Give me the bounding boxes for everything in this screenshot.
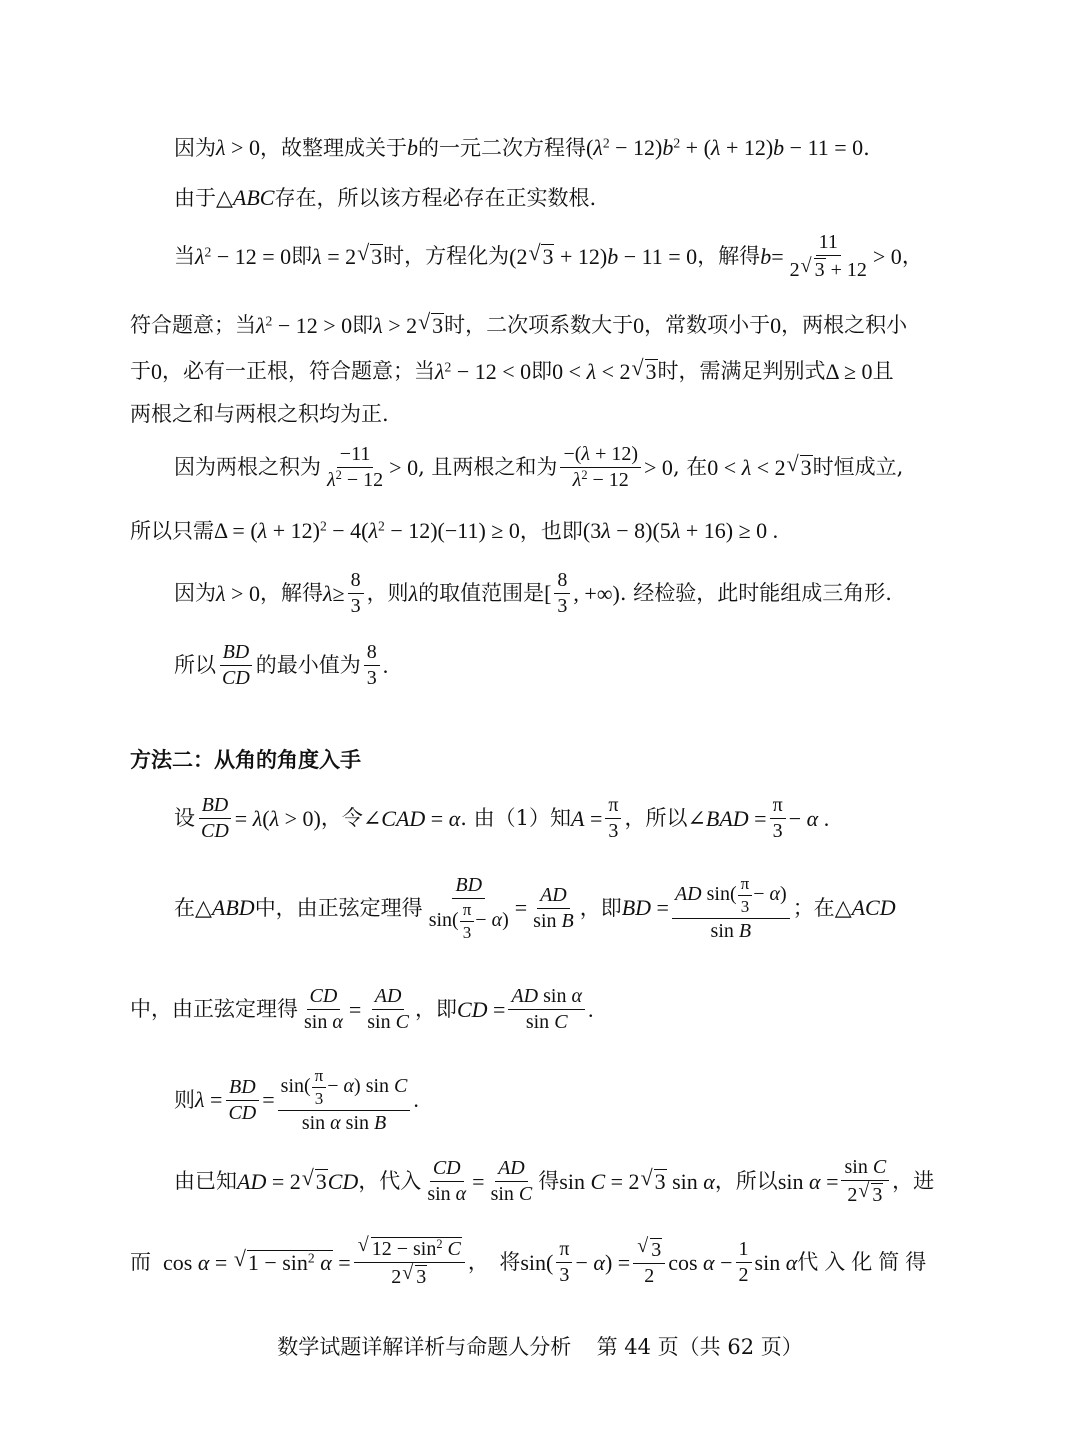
text: 时，需满足判别式 — [657, 359, 826, 384]
line-min-value: 所以 $\frac{BD}{CD}$ 的最小值为 $\frac{8}{3}$ . — [174, 641, 389, 689]
text: 即 — [291, 244, 313, 268]
text: 设 — [174, 806, 195, 830]
text: ，解得 — [259, 581, 323, 605]
text: 的取值范围是 — [418, 581, 545, 605]
text: 的最小值为 — [255, 653, 361, 677]
text: 得 — [538, 1169, 560, 1193]
line-quadratic-equation: 因为 λ > 0 ，故整理成关于 b 的一元二次方程得 $(\lambda^2 - 12)b^2 + (\lambda + 12)b - 11 = 0$ . — [174, 135, 870, 160]
text: 中，由正弦定理得 — [130, 997, 298, 1021]
text: 当 — [174, 244, 195, 268]
line-roots-product-sum: 因为两根之积为 $\frac{-11}{\lambda^2 - 12}$ > 0 , 且两根之和为 $\frac{-(\lambda + 12)}{\lambda^2 - 12}$ > 0 , 在 0 < λ < 2√ 3 时恒成立, — [0, 444, 1080, 491]
line-case-negative: 于 0 ，必有一正根，符合题意；当 $\lambda^2 - 12 < 0$ 即 0 < λ < 2√ 3 时，需满足判别式 Δ ≥ 0 且 — [0, 359, 1080, 384]
line-discriminant: 所以只需 $\Delta = (\lambda + 12)^2 - 4(\lambda^2 - 12)(-11) \ge 0$ ，也即 (3λ − 8)(5λ + 16) ≥ 0 . — [130, 518, 779, 543]
text: ，代入 — [358, 1169, 422, 1193]
line-lambda-expression: 则 λ = $\frac{BD}{CD}$ = sin( $\frac{\pi}{3}$ − α) sin C sin α sin B . — [174, 1066, 419, 1134]
text: 两根之和与两根之积均为正. — [130, 402, 389, 426]
text: , 在 — [672, 455, 708, 479]
text: 于 — [130, 359, 151, 384]
text: 在 — [174, 895, 195, 920]
text: ，两根之积小 — [781, 313, 908, 338]
text: 代入化简得 — [797, 1250, 933, 1274]
text: , 且两根之和为 — [418, 455, 558, 479]
text: 由于 — [174, 185, 216, 210]
text: ，解得 — [697, 244, 761, 268]
text: 即 — [352, 313, 374, 338]
text: ，则 — [366, 581, 409, 605]
text: 时，二次项系数大于 — [444, 313, 634, 338]
text: ， — [901, 244, 923, 268]
text: ，即 — [414, 997, 457, 1021]
text: 即 — [531, 359, 553, 384]
text: ，令 — [320, 806, 363, 830]
text: ，即 — [579, 895, 622, 920]
text: 则 — [174, 1087, 195, 1112]
footer-title: 数学试题详解详析与命题人分析 — [277, 1335, 572, 1359]
text: 且 — [872, 359, 894, 384]
text: 的一元二次方程得 — [417, 135, 586, 160]
text: . 由（1）知 — [460, 806, 571, 830]
text: 所以 — [174, 653, 216, 677]
page-number: 第 44 页（共 62 页） — [596, 1335, 803, 1359]
text: 所以只需 — [130, 518, 214, 543]
line-setup: 设 $\frac{BD}{CD}$ = λ(λ > 0) ，令 ∠CAD = α . 由（1）知 A = $\frac{\pi}{3}$ ，所以 ∠BAD = $\frac{\pi}{3}$ − α . — [174, 794, 830, 842]
text: 符合题意；当 — [130, 313, 256, 338]
text: . 经检验，此时能组成三角形. — [619, 581, 892, 605]
text: ，所以 — [624, 806, 688, 830]
text: ，进 — [892, 1169, 935, 1193]
text: . — [863, 135, 870, 160]
line-case-positive: 符合题意；当 $\lambda^2 - 12 > 0$ 即 λ > 2√ 3 时，二次项系数大于 0 ，常数项小于 0 ，两根之积小 — [0, 313, 1080, 338]
line-case-zero: 当 $\lambda^2 - 12 = 0$ 即 λ = 2√ 3 时，方程化为 (2√ 3 + 12)b − 11 = 0 ，解得 b = $\frac{11}{2√ 3 + 12}$ > 0 ， — [0, 232, 1080, 281]
text: ，也即 — [519, 518, 583, 543]
text: 时恒成立, — [812, 455, 904, 479]
text: 而 — [130, 1250, 151, 1274]
text: ，必有一正根，符合题意；当 — [162, 359, 435, 384]
line-lambda-range: 因为 λ > 0 ，解得 λ ≥ $\frac{8}{3}$ ，则 λ 的取值范围是 [ $\frac{8}{3}$ , +∞) . 经检验，此时能组成三角形. — [174, 569, 892, 617]
section-heading: 方法二：从角的角度入手 — [130, 748, 361, 772]
text: ，故整理成关于 — [259, 135, 407, 160]
text: ；在 — [792, 895, 835, 920]
line-both-positive — [0, 404, 1080, 425]
page-footer — [0, 1331, 1080, 1361]
line-substitute: 由已知 AD = 2√ 3CD ，代入 $\frac{CD}{\text{sin α}}$ = $\frac{AD}{\text{sin C}}$ 得 sin C = 2√ 3 sin α ，所以 sin α = $\frac{\text{sin C}}{2√ 3}$ ，进 — [0, 1157, 1080, 1206]
line-triangle-exists: 由于 △ABC 存在，所以该方程必存在正实数根. — [174, 185, 597, 210]
text: 因为 — [174, 135, 216, 160]
text: 中，由正弦定理得 — [254, 895, 423, 920]
text: 因为 — [174, 581, 216, 605]
line-sine-law-acd: 中，由正弦定理得 $\frac{CD}{\text{sin α}}$ = $\frac{AD}{\text{sin C}}$ ，即 CD = $\frac{\text{AD sin α}}{\text{sin C}}$ . — [130, 985, 594, 1033]
method-two-heading — [0, 750, 1080, 771]
text: 由已知 — [174, 1169, 237, 1193]
text: ，所以 — [714, 1169, 778, 1193]
line-sine-law-abd: 在 △ABD 中，由正弦定理得 BD sin( $\frac{\pi}{3}$ − α) = $\frac{AD}{\text{sin B}}$ ，即 BD = AD sin( $\frac{\pi}{3}$ − α) sin B ；在 △ACD — [174, 874, 896, 942]
text: 时，方程化为 — [383, 244, 510, 268]
text: ，常数项小于 — [644, 313, 771, 338]
text: ， 将 — [467, 1250, 521, 1274]
text: 存在，所以该方程必存在正实数根. — [274, 185, 597, 210]
text: 因为两根之积为 — [174, 455, 321, 479]
line-cosine: 而 cos α = √ $1 - \sin^2 \alpha$ = √ $\frac{12 - \sin^2 C}{2√ 3}$ ， 将 sin( $\frac{\pi}{3}$ − α) = √ $\frac{3}{2}$ cos α − $\frac{1}{2}$ sin α 代入化简得 — [0, 1237, 1080, 1288]
